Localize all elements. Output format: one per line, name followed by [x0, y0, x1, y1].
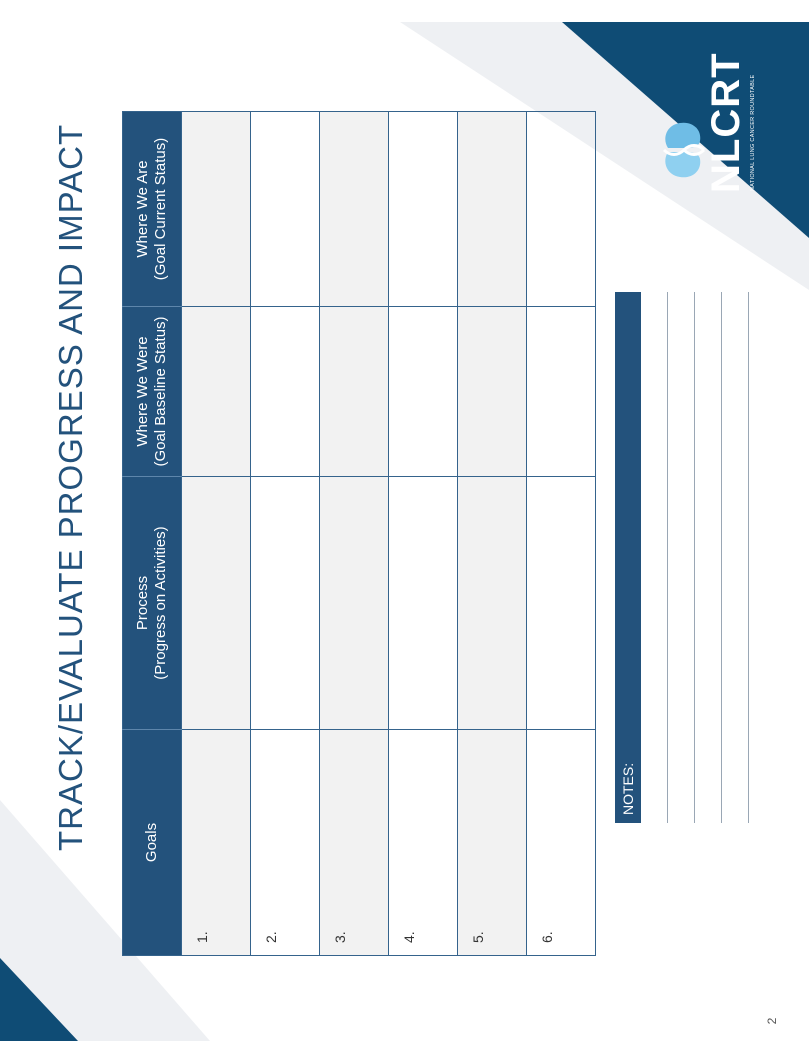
page-title: TRACK/EVALUATE PROGRESS AND IMPACT: [52, 123, 89, 851]
header-where-we-were-label: Where We Were: [134, 336, 151, 447]
current-cell[interactable]: [320, 112, 389, 307]
process-cell[interactable]: [458, 477, 527, 730]
notes-line[interactable]: [641, 292, 668, 823]
header-where-we-were-sublabel: (Goal Baseline Status): [152, 316, 169, 467]
goal-cell[interactable]: [527, 730, 596, 956]
goal-number: 4.: [401, 931, 417, 943]
baseline-cell[interactable]: [251, 307, 320, 477]
current-cell[interactable]: [182, 112, 251, 307]
nlcrt-logo: [660, 33, 770, 193]
table-row: [251, 112, 320, 956]
goal-number: 1.: [194, 931, 210, 943]
table-row: [458, 112, 527, 956]
baseline-cell[interactable]: [182, 307, 251, 477]
table-row: [182, 112, 251, 956]
notes-line[interactable]: [695, 292, 722, 823]
table-row: [320, 112, 389, 956]
baseline-cell[interactable]: [389, 307, 458, 477]
notes-label: NOTES:: [615, 292, 641, 823]
process-cell[interactable]: [182, 477, 251, 730]
header-goals: [123, 730, 182, 956]
progress-tracking-table: [122, 111, 596, 956]
notes-line[interactable]: [668, 292, 695, 823]
goal-number: 5.: [470, 931, 486, 943]
goal-cell[interactable]: [458, 730, 527, 956]
header-goals-label: Goals: [143, 822, 160, 863]
goal-number: 6.: [539, 931, 555, 943]
lung-ribbon-icon: [660, 115, 706, 185]
goal-cell[interactable]: [182, 730, 251, 956]
header-process-sublabel: (Progress on Activities): [152, 526, 169, 680]
table-row: [389, 112, 458, 956]
table-header-row: [123, 112, 182, 956]
header-process-label: Process: [134, 575, 151, 631]
goal-cell[interactable]: [320, 730, 389, 956]
process-cell[interactable]: [389, 477, 458, 730]
header-where-we-are-label: Where We Are: [134, 160, 151, 258]
page-number: 2: [765, 1017, 779, 1025]
current-cell[interactable]: [527, 112, 596, 307]
goal-number: 3.: [332, 931, 348, 943]
process-cell[interactable]: [251, 477, 320, 730]
baseline-cell[interactable]: [527, 307, 596, 477]
baseline-cell[interactable]: [458, 307, 527, 477]
notes-line[interactable]: [722, 292, 749, 823]
header-where-we-were: [123, 307, 182, 477]
header-process: [123, 477, 182, 730]
goal-cell[interactable]: [251, 730, 320, 956]
current-cell[interactable]: [251, 112, 320, 307]
logo-tagline: NATIONAL LUNG CANCER ROUNDTABLE: [750, 74, 756, 191]
current-cell[interactable]: [389, 112, 458, 307]
baseline-cell[interactable]: [320, 307, 389, 477]
logo-wordmark: NLCRT: [704, 52, 748, 193]
goal-cell[interactable]: [389, 730, 458, 956]
header-where-we-are: [123, 112, 182, 307]
header-where-we-are-sublabel: (Goal Current Status): [152, 137, 169, 281]
table-row: [527, 112, 596, 956]
goal-number: 2.: [263, 931, 279, 943]
notes-section: [615, 292, 750, 823]
process-cell[interactable]: [527, 477, 596, 730]
current-cell[interactable]: [458, 112, 527, 307]
process-cell[interactable]: [320, 477, 389, 730]
